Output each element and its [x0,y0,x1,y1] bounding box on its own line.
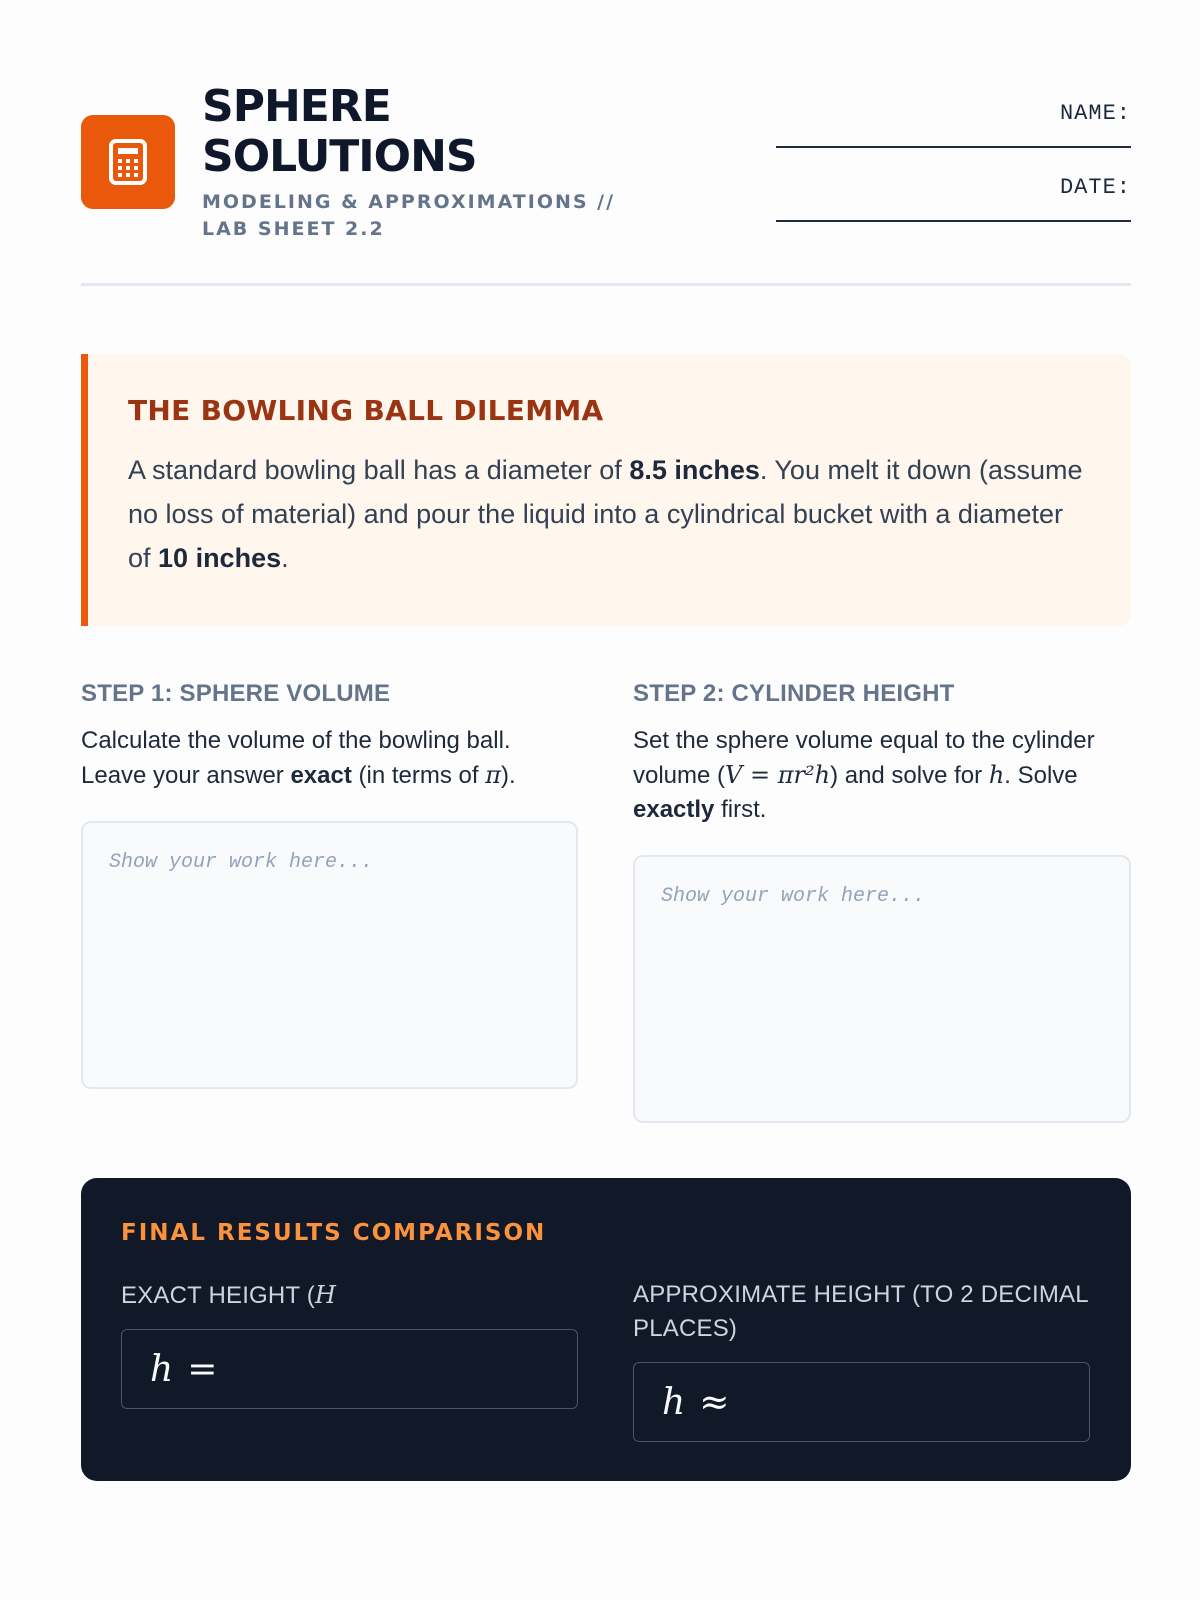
name-line[interactable] [776,146,1131,148]
work-area-placeholder: Show your work here... [661,885,926,908]
date-label: DATE: [1059,175,1131,200]
step-text-part: first. [714,796,767,823]
exact-height-variable: h [150,1348,174,1390]
problem-text-part: . [281,543,289,573]
exact-height-label [121,1278,578,1313]
step-text-part: Set the sphere volume equal to the cylinder volume ( [633,727,1095,789]
calculator-icon [108,138,148,186]
step-text-part: . Solve [1004,762,1078,789]
approx-sign: ≈ [699,1381,730,1423]
step-2 [633,680,1130,827]
step-1-emphasis: exact [290,762,352,789]
exact-label-text: EXACT HEIGHT ( [121,1282,315,1309]
exact-height-input[interactable] [121,1329,578,1409]
name-field [776,101,1131,148]
problem-title: THE BOWLING BALL DILEMMA [128,394,604,427]
step-1-work-area[interactable] [81,821,578,1089]
results-panel [81,1178,1131,1481]
step-2-work-area[interactable] [633,855,1131,1123]
exact-height-column [121,1278,578,1409]
approx-height-input[interactable] [633,1362,1090,1442]
height-variable: h [988,761,1005,789]
title-line-1: SPHERE [202,81,391,132]
date-line[interactable] [776,220,1131,222]
work-area-placeholder: Show your work here... [109,851,374,874]
results-title: FINAL RESULTS COMPARISON [121,1220,547,1246]
page-subtitle: MODELING & APPROXIMATIONS // LAB SHEET 2.2 [202,191,616,240]
header [81,80,1131,240]
approx-height-label: APPROXIMATE HEIGHT (TO 2 DECIMAL PLACES) [633,1281,1088,1342]
step-1-title: STEP 1: SPHERE VOLUME [81,680,391,707]
step-text-part: Calculate the volume of the bowling ball. Leave your answer [81,727,511,789]
exact-label-symbol: H [314,1281,337,1309]
page-title [202,82,622,182]
problem-text-part: . You melt it down (assume no loss of material) and pour the liquid into a cylindrical bucket with a diameter of [128,455,1083,573]
step-2-emphasis: exactly [633,796,715,823]
header-divider [81,283,1131,286]
step-text-part: ) and solve for [830,762,989,789]
cylinder-formula: V = πr²h [725,761,831,789]
date-field [776,175,1131,222]
equals-sign: = [187,1348,218,1390]
pi-symbol: π [485,761,501,789]
ball-diameter: 8.5 inches [629,455,760,485]
step-2-instructions [633,724,1130,827]
step-1 [81,680,578,793]
bucket-diameter: 10 inches [158,543,282,573]
problem-text-part: A standard bowling ball has a diameter of [128,455,630,485]
title-line-2: SOLUTIONS [202,131,477,182]
approx-height-variable: h [662,1381,686,1423]
step-2-title: STEP 2: CYLINDER HEIGHT [633,680,955,707]
problem-card [81,354,1131,626]
step-1-instructions [81,724,578,793]
logo [81,115,175,209]
problem-text [128,448,1091,580]
name-label: NAME: [1059,101,1131,126]
approx-height-column [633,1278,1090,1442]
step-text-part: (in terms of [351,762,486,789]
step-text-part: ). [500,762,516,789]
